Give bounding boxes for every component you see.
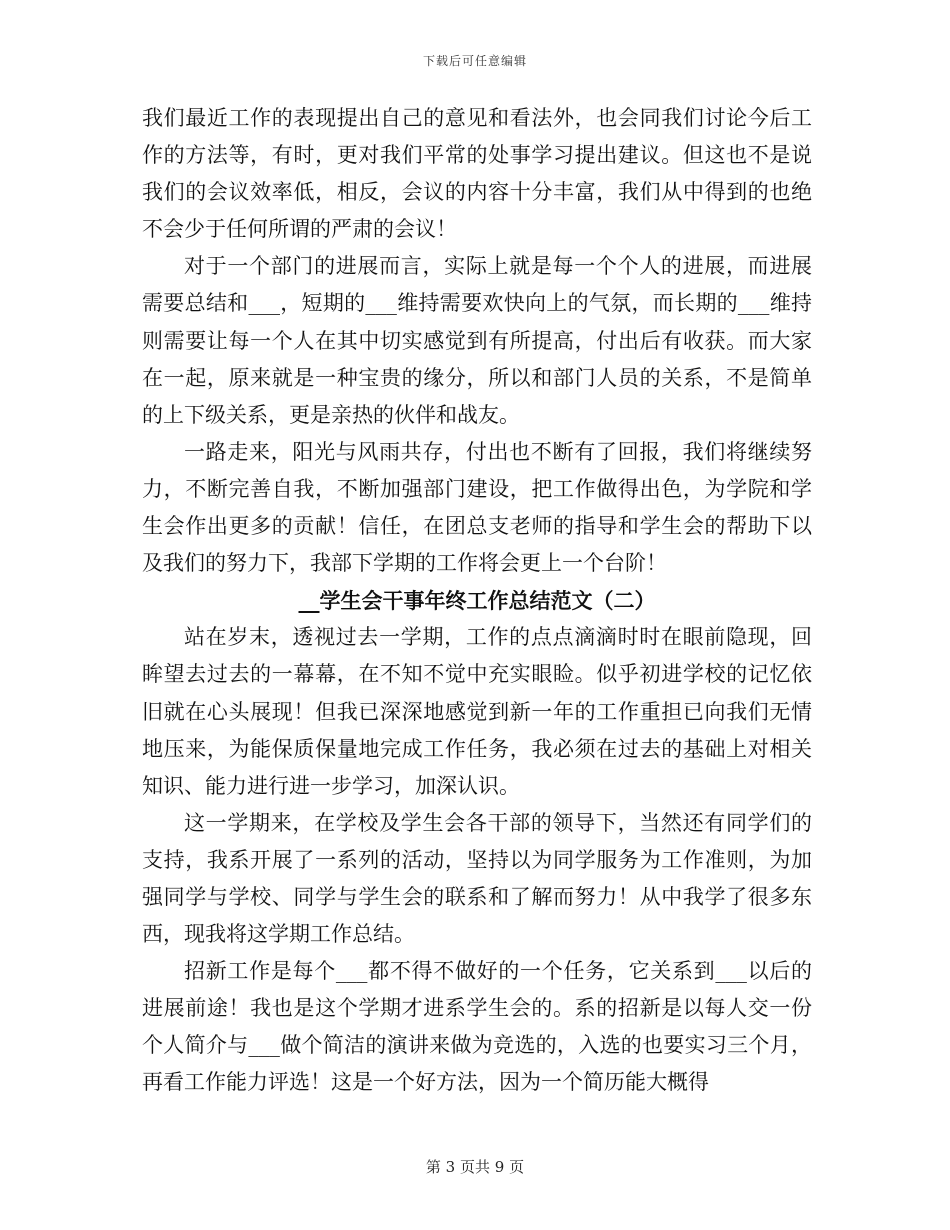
paragraph-6: 招新工作是每个___都不得不做好的一个任务，它关系到___以后的进展前途！我也是这个学期才进系学生会的。系的招新是以每人交一份个人简介与___做个简洁的演讲来做为竞选的，入选的也要实习三个月，再看工作能力评选！这是一个好方法，因为一个简历能大概得 bbox=[142, 959, 812, 1095]
page-header: 下载后可任意编辑 bbox=[422, 54, 527, 68]
document-body bbox=[142, 100, 812, 1102]
section-heading: __学生会干事年终工作总结范文（二） bbox=[298, 588, 656, 614]
page-footer: 第 3 页共 9 页 bbox=[425, 1158, 525, 1176]
paragraph-5: 这一学期来，在学校及学生会各干部的领导下，当然还有同学们的支持，我系开展了一系列的活动，坚持以为同学服务为工作准则，为加强同学与学校、同学与学生会的联系和了解而努力！从中我学了很多东西，现我将这学期工作总结。 bbox=[142, 810, 812, 947]
paragraph-2: 对于一个部门的进展而言，实际上就是每一个个人的进展，而进展需要总结和___，短期的___维持需要欢快向上的气氛，而长期的___维持则需要让每一个人在其中切实感觉到有所提高，付出后有收获。而大家在一起，原来就是一种宝贵的缘分，所以和部门人员的关系，不是简单的上下级关系，更是亲热的伙伴和战友。 bbox=[142, 254, 812, 427]
paragraph-1: 我们最近工作的表现提出自己的意见和看法外，也会同我们讨论今后工作的方法等，有时，更对我们平常的处事学习提出建议。但这也不是说我们的会议效率低，相反，会议的内容十分丰富，我们从中得到的也绝不会少于任何所谓的严肃的会议！ bbox=[142, 106, 812, 242]
paragraph-3: 一路走来，阳光与风雨共存，付出也不断有了回报，我们将继续努力，不断完善自我，不断加强部门建设，把工作做得出色，为学院和学生会作出更多的贡献！信任，在团总支老师的指导和学生会的帮助下以及我们的努力下，我部下学期的工作将会更上一个台阶！ bbox=[142, 439, 812, 576]
paragraph-4: 站在岁末，透视过去一学期，工作的点点滴滴时时在眼前隐现，回眸望去过去的一幕幕，在不知不觉中充实眼睑。似乎初进学校的记忆依旧就在心头展现！但我已深深地感觉到新一年的工作重担已向我们无情地压来，为能保质保量地完成工作任务，我必须在过去的基础上对相关知识、能力进行进一步学习，加深认识。 bbox=[142, 625, 812, 798]
